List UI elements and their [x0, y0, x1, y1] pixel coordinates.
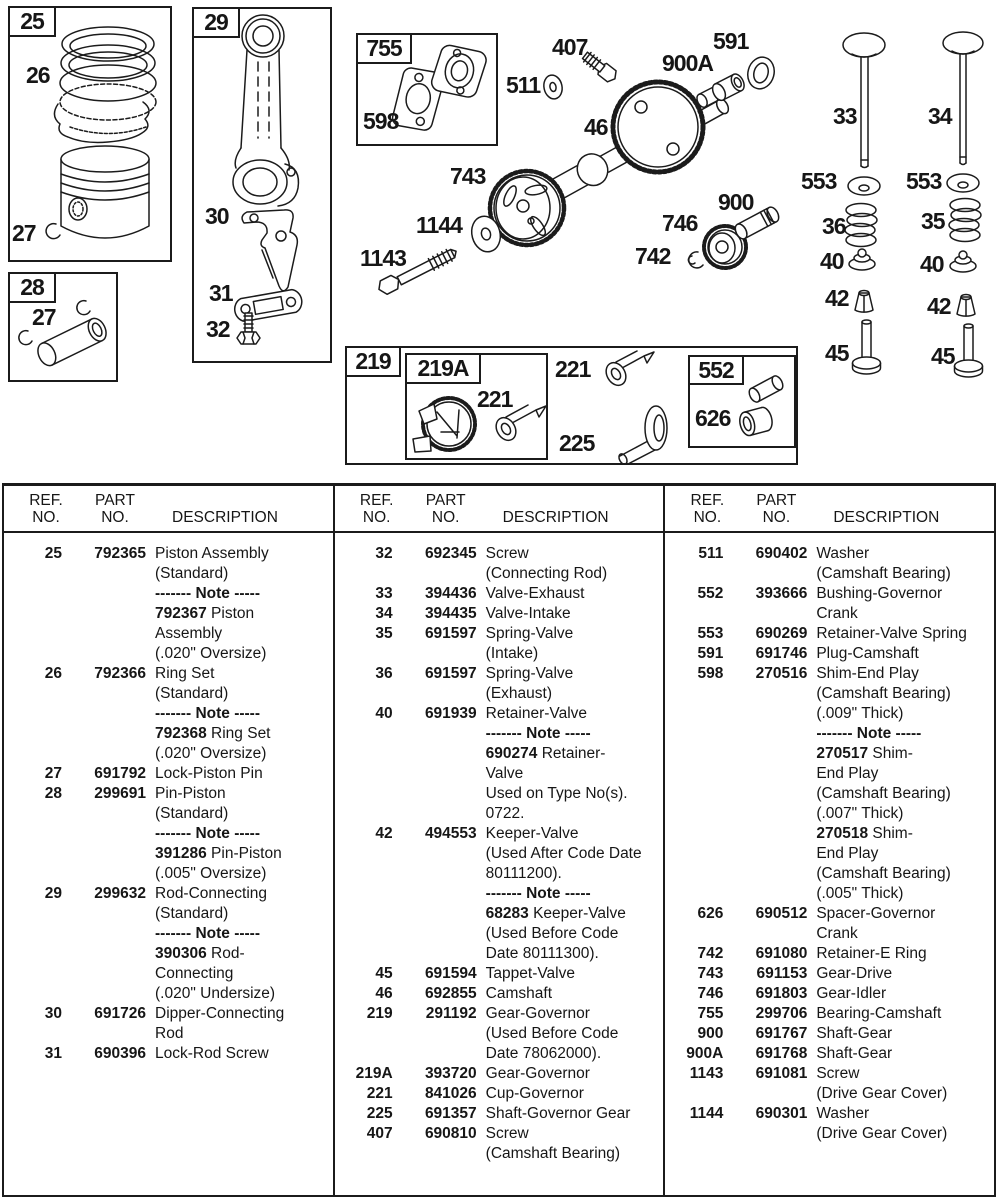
part-ref-label: 35 — [921, 208, 945, 234]
description-line: 80111200). — [485, 865, 562, 882]
description-line: Assembly — [155, 625, 223, 642]
description-line: Washer — [816, 1105, 870, 1122]
ref-no-cell: 32 — [375, 545, 393, 562]
part-ref-label: 553 — [801, 168, 837, 194]
description-cell — [807, 1004, 994, 1024]
ref-no-cell: 40 — [375, 705, 393, 722]
description-cell — [477, 704, 664, 824]
part-no-cell: 792366 — [94, 665, 146, 682]
description-line: Lock-Rod Screw — [155, 1045, 269, 1062]
part-no-cell: 691768 — [755, 1045, 808, 1062]
part-no-header: PART NO. — [756, 492, 797, 526]
part-no-cell: 690402 — [755, 545, 808, 562]
part-no-cell: 792365 — [94, 545, 146, 562]
part-no-cell: 691746 — [755, 645, 808, 662]
part-ref-label: 26 — [26, 62, 50, 88]
description-line: (Intake) — [485, 645, 539, 662]
ref-no-cell: 29 — [44, 885, 62, 902]
description-cell — [146, 764, 333, 784]
description-cell — [807, 624, 994, 644]
description-cell — [146, 664, 333, 764]
ref-no-cell: 31 — [44, 1045, 62, 1062]
table-row — [665, 544, 994, 584]
description-line: Screw — [816, 1065, 860, 1082]
ref-no-cell: 219 — [366, 1005, 393, 1022]
part-no-cell: 691726 — [94, 1005, 146, 1022]
part-ref-label: 900 — [718, 189, 754, 215]
table-row — [335, 824, 664, 964]
parts-table — [2, 483, 996, 1197]
ref-no-header: REF. NO. — [690, 492, 725, 526]
table-body — [4, 533, 333, 1064]
description-line: (.005" Oversize) — [155, 865, 267, 882]
part-no-cell: 691939 — [424, 705, 477, 722]
part-no-cell: 691767 — [755, 1025, 808, 1042]
ref-no-cell: 407 — [366, 1125, 393, 1142]
description-cell — [477, 1104, 664, 1124]
description-cell — [807, 904, 994, 944]
part-no-cell: 291192 — [425, 1005, 477, 1022]
description-cell — [807, 944, 994, 964]
description-line: ------- Note ----- — [155, 585, 260, 602]
table-row — [335, 584, 664, 604]
description-line: Dipper-Connecting — [155, 1005, 285, 1022]
description-line: Plug-Camshaft — [816, 645, 919, 662]
table-row — [665, 1104, 994, 1144]
description-cell — [807, 584, 994, 624]
part-no-cell: 690512 — [755, 905, 808, 922]
ref-no-cell: 219A — [355, 1065, 393, 1082]
table-row — [4, 1044, 333, 1064]
ref-no-cell: 36 — [375, 665, 393, 682]
description-cell — [477, 664, 664, 704]
part-no-cell: 690810 — [424, 1125, 477, 1142]
description-line: 390306 Rod- — [155, 945, 245, 962]
description-cell — [477, 544, 664, 584]
table-body — [665, 533, 994, 1144]
description-line: Gear-Drive — [816, 965, 893, 982]
part-no-cell: 394436 — [424, 585, 477, 602]
part-ref-label: 30 — [205, 203, 229, 229]
description-line: Bushing-Governor — [816, 585, 943, 602]
description-line: Washer — [816, 545, 870, 562]
group-box-label: 552 — [688, 355, 744, 385]
description-line: (Standard) — [155, 905, 229, 922]
description-cell — [477, 1124, 664, 1164]
part-ref-label: 45 — [931, 343, 955, 369]
table-row — [665, 664, 994, 904]
description-line: ------- Note ----- — [816, 725, 922, 742]
group-box-label: 28 — [8, 272, 56, 303]
description-line: (.020" Oversize) — [155, 645, 267, 662]
ref-no-cell: 743 — [697, 965, 724, 982]
description-cell — [807, 544, 994, 584]
table-row — [4, 544, 333, 664]
part-ref-label: 1143 — [360, 245, 406, 271]
table-row — [665, 984, 994, 1004]
part-ref-label: 33 — [833, 103, 857, 129]
description-line: Bearing-Camshaft — [816, 1005, 942, 1022]
description-line: Pin-Piston — [155, 785, 226, 802]
description-line: End Play — [816, 845, 879, 862]
description-line: Used on Type No(s). — [485, 785, 628, 802]
part-ref-label: 40 — [920, 251, 944, 277]
description-line: (Standard) — [155, 685, 229, 702]
part-no-header: PART NO. — [95, 492, 135, 526]
table-body — [335, 533, 664, 1164]
part-ref-label: 1144 — [416, 212, 462, 238]
part-ref-label: 742 — [635, 243, 671, 269]
part-ref-label: 553 — [906, 168, 942, 194]
description-cell — [477, 984, 664, 1004]
group-box-label: 755 — [356, 33, 412, 64]
table-row — [335, 1064, 664, 1084]
part-ref-label: 31 — [209, 280, 233, 306]
description-line: Cup-Governor — [485, 1085, 584, 1102]
description-cell — [807, 664, 994, 904]
description-line: (Used Before Code — [485, 925, 619, 942]
table-row — [335, 544, 664, 584]
ref-no-cell: 626 — [697, 905, 724, 922]
description-line: Retainer-Valve — [485, 705, 588, 722]
description-header: DESCRIPTION — [833, 508, 940, 526]
description-line: (Exhaust) — [485, 685, 553, 702]
part-ref-label: 743 — [450, 163, 486, 189]
ref-no-cell: 46 — [375, 985, 393, 1002]
table-row — [665, 584, 994, 624]
description-line: Gear-Governor — [485, 1005, 590, 1022]
part-ref-label: 225 — [559, 430, 595, 456]
ref-no-cell: 26 — [44, 665, 62, 682]
group-box-label: 25 — [8, 6, 56, 37]
part-no-cell: 691597 — [424, 665, 477, 682]
table-row — [335, 1084, 664, 1104]
ref-no-cell: 34 — [375, 605, 393, 622]
description-header: DESCRIPTION — [172, 508, 278, 526]
description-line: (.020" Undersize) — [155, 985, 276, 1002]
part-no-cell: 299706 — [755, 1005, 808, 1022]
description-line: Lock-Piston Pin — [155, 765, 263, 782]
description-line: Date 78062000). — [485, 1045, 602, 1062]
description-line: (Drive Gear Cover) — [816, 1085, 948, 1102]
ref-no-cell: 598 — [697, 665, 724, 682]
description-line: Date 80111300). — [485, 945, 599, 962]
description-cell — [807, 644, 994, 664]
description-line: Rod — [155, 1025, 184, 1042]
part-ref-label: 32 — [206, 316, 230, 342]
table-row — [665, 1064, 994, 1104]
description-line: (Camshaft Bearing) — [485, 1145, 621, 1162]
part-no-cell: 692855 — [424, 985, 477, 1002]
ref-no-cell: 591 — [697, 645, 724, 662]
ref-no-cell: 30 — [44, 1005, 62, 1022]
part-no-cell: 690269 — [755, 625, 808, 642]
description-line: (Camshaft Bearing) — [816, 685, 951, 702]
part-ref-label: 46 — [584, 114, 608, 140]
ref-no-cell: 225 — [366, 1105, 393, 1122]
description-cell — [807, 1044, 994, 1064]
table-row — [665, 644, 994, 664]
description-cell — [146, 1044, 333, 1064]
part-no-cell: 299632 — [94, 885, 146, 902]
table-row — [4, 764, 333, 784]
group-box-label: 219A — [405, 353, 481, 384]
description-line: (Connecting Rod) — [485, 565, 608, 582]
part-no-cell: 494553 — [424, 825, 477, 842]
ref-no-cell: 33 — [375, 585, 393, 602]
ref-no-cell: 35 — [375, 625, 393, 642]
description-cell — [477, 964, 664, 984]
ref-no-cell: 900 — [697, 1025, 724, 1042]
part-ref-label: 34 — [928, 103, 952, 129]
table-row — [335, 1004, 664, 1064]
table-row — [335, 1104, 664, 1124]
part-no-cell: 691803 — [755, 985, 808, 1002]
ref-no-cell: 25 — [44, 545, 62, 562]
description-line: ------- Note ----- — [485, 885, 591, 902]
description-line: (Used After Code Date — [485, 845, 642, 862]
table-row — [335, 664, 664, 704]
part-no-header: PART NO. — [425, 492, 466, 526]
description-line: 391286 Pin-Piston — [155, 845, 282, 862]
ref-no-cell: 45 — [375, 965, 393, 982]
description-cell — [477, 824, 664, 964]
description-line: Retainer-E Ring — [816, 945, 927, 962]
description-cell — [807, 1064, 994, 1104]
description-cell — [477, 604, 664, 624]
description-line: Valve-Exhaust — [485, 585, 585, 602]
ref-no-cell: 1144 — [689, 1105, 724, 1122]
part-ref-label: 511 — [506, 72, 541, 98]
description-cell — [807, 964, 994, 984]
description-line: ------- Note ----- — [155, 825, 260, 842]
description-line: 0722. — [485, 805, 525, 822]
description-cell — [477, 1064, 664, 1084]
description-cell — [146, 544, 333, 664]
description-line: Retainer-Valve Spring — [816, 625, 967, 642]
description-line: Rod-Connecting — [155, 885, 268, 902]
group-box-label: 29 — [192, 7, 240, 38]
table-row — [665, 964, 994, 984]
description-line: ------- Note ----- — [155, 925, 260, 942]
ref-no-cell: 552 — [697, 585, 724, 602]
description-line: (Camshaft Bearing) — [816, 565, 951, 582]
part-ref-label: 45 — [825, 340, 849, 366]
part-ref-label: 221 — [477, 386, 513, 412]
part-no-cell: 691594 — [424, 965, 477, 982]
part-ref-label: 598 — [363, 108, 399, 134]
description-cell — [146, 1004, 333, 1044]
part-ref-label: 27 — [32, 304, 56, 330]
description-cell — [477, 1084, 664, 1104]
parts-table-column-1 — [4, 486, 335, 1195]
diagram-ref-labels — [0, 0, 1000, 483]
ref-no-header: REF. NO. — [359, 492, 394, 526]
table-header — [4, 486, 333, 533]
ref-no-cell: 755 — [697, 1005, 724, 1022]
ref-no-cell: 221 — [366, 1085, 393, 1102]
table-row — [335, 604, 664, 624]
parts-table-column-2 — [335, 486, 666, 1195]
part-no-cell: 270516 — [755, 665, 808, 682]
description-line: Shim-End Play — [816, 665, 919, 682]
description-line: (Drive Gear Cover) — [816, 1125, 948, 1142]
description-line: Ring Set — [155, 665, 215, 682]
description-line: Screw — [485, 545, 529, 562]
table-row — [335, 1124, 664, 1164]
part-no-cell: 691357 — [424, 1105, 477, 1122]
description-line: Crank — [816, 925, 858, 942]
part-ref-label: 591 — [713, 28, 749, 54]
part-no-cell: 691080 — [755, 945, 808, 962]
table-row — [335, 964, 664, 984]
description-line: (.020" Oversize) — [155, 745, 267, 762]
description-line: (Standard) — [155, 805, 229, 822]
description-line: Spring-Valve — [485, 665, 574, 682]
description-line: Gear-Governor — [485, 1065, 590, 1082]
description-line: Piston Assembly — [155, 545, 269, 562]
part-ref-label: 27 — [12, 220, 36, 246]
table-row — [665, 1004, 994, 1024]
description-line: (Camshaft Bearing) — [816, 865, 951, 882]
description-line: Valve — [485, 765, 524, 782]
part-ref-label: 36 — [822, 213, 846, 239]
description-header: DESCRIPTION — [502, 508, 609, 526]
ref-no-cell: 1143 — [689, 1065, 724, 1082]
table-row — [335, 704, 664, 824]
description-line: Shaft-Gear — [816, 1025, 893, 1042]
part-no-cell: 690301 — [755, 1105, 808, 1122]
description-line: Shaft-Governor Gear — [485, 1105, 631, 1122]
ref-no-cell: 900A — [686, 1045, 724, 1062]
description-line: Spring-Valve — [485, 625, 574, 642]
ref-no-cell: 28 — [44, 785, 62, 802]
part-no-cell: 299691 — [94, 785, 146, 802]
description-line: End Play — [816, 765, 879, 782]
part-ref-label: 42 — [927, 293, 951, 319]
description-line: Keeper-Valve — [485, 825, 579, 842]
description-line: Crank — [816, 605, 858, 622]
ref-no-cell: 746 — [697, 985, 724, 1002]
part-no-cell: 691153 — [756, 965, 808, 982]
ref-no-cell: 27 — [44, 765, 62, 782]
description-line: (Standard) — [155, 565, 229, 582]
description-line: Gear-Idler — [816, 985, 887, 1002]
part-ref-label: 40 — [820, 248, 844, 274]
description-cell — [146, 784, 333, 884]
part-ref-label: 626 — [695, 405, 731, 431]
description-line: 270518 Shim- — [816, 825, 913, 842]
part-no-cell: 690396 — [94, 1045, 146, 1062]
description-line: 690274 Retainer- — [485, 745, 606, 762]
parts-table-column-3 — [665, 486, 994, 1195]
description-line: (.007" Thick) — [816, 805, 904, 822]
part-no-cell: 691081 — [755, 1065, 808, 1082]
description-cell — [807, 1024, 994, 1044]
part-no-cell: 692345 — [424, 545, 477, 562]
part-ref-label: 746 — [662, 210, 698, 236]
description-line: Camshaft — [485, 985, 553, 1002]
part-no-cell: 393720 — [424, 1065, 477, 1082]
table-row — [4, 784, 333, 884]
part-ref-label: 900A — [662, 50, 713, 76]
part-no-cell: 691792 — [94, 765, 146, 782]
ref-no-cell: 511 — [698, 545, 724, 562]
table-row — [4, 884, 333, 1004]
description-cell — [807, 984, 994, 1004]
part-ref-label: 42 — [825, 285, 849, 311]
ref-no-cell: 742 — [697, 945, 724, 962]
table-row — [335, 624, 664, 664]
table-row — [665, 944, 994, 964]
ref-no-cell: 42 — [375, 825, 393, 842]
description-line: (.009" Thick) — [816, 705, 904, 722]
table-row — [4, 1004, 333, 1044]
description-cell — [477, 1004, 664, 1064]
description-line: 270517 Shim- — [816, 745, 913, 762]
part-ref-label: 407 — [552, 34, 588, 60]
description-line: Connecting — [155, 965, 234, 982]
description-line: ------- Note ----- — [485, 725, 591, 742]
description-cell — [807, 1104, 994, 1144]
description-cell — [477, 584, 664, 604]
description-line: Shaft-Gear — [816, 1045, 893, 1062]
description-line: Valve-Intake — [485, 605, 571, 622]
table-row — [335, 984, 664, 1004]
description-cell — [146, 884, 333, 1004]
part-no-cell: 691597 — [424, 625, 477, 642]
description-line: 792368 Ring Set — [155, 725, 271, 742]
table-row — [4, 664, 333, 764]
description-line: (Used Before Code — [485, 1025, 619, 1042]
group-box-label: 219 — [345, 346, 401, 377]
description-cell — [477, 624, 664, 664]
description-line: Spacer-Governor — [816, 905, 936, 922]
ref-no-cell: 553 — [697, 625, 724, 642]
part-ref-label: 221 — [555, 356, 591, 382]
table-row — [665, 624, 994, 644]
part-no-cell: 393666 — [755, 585, 808, 602]
table-row — [665, 1044, 994, 1064]
description-line: 792367 Piston — [155, 605, 255, 622]
table-row — [665, 904, 994, 944]
part-no-cell: 394435 — [424, 605, 477, 622]
table-row — [665, 1024, 994, 1044]
description-line: (Camshaft Bearing) — [816, 785, 951, 802]
table-header — [335, 486, 664, 533]
description-line: (.005" Thick) — [816, 885, 904, 902]
exploded-view-diagram — [0, 0, 1000, 483]
description-line: ------- Note ----- — [155, 705, 260, 722]
part-no-cell: 841026 — [424, 1085, 477, 1102]
description-line: Tappet-Valve — [485, 965, 575, 982]
ref-no-header: REF. NO. — [29, 492, 63, 526]
description-line: 68283 Keeper-Valve — [485, 905, 626, 922]
description-line: Screw — [485, 1125, 529, 1142]
table-header — [665, 486, 994, 533]
